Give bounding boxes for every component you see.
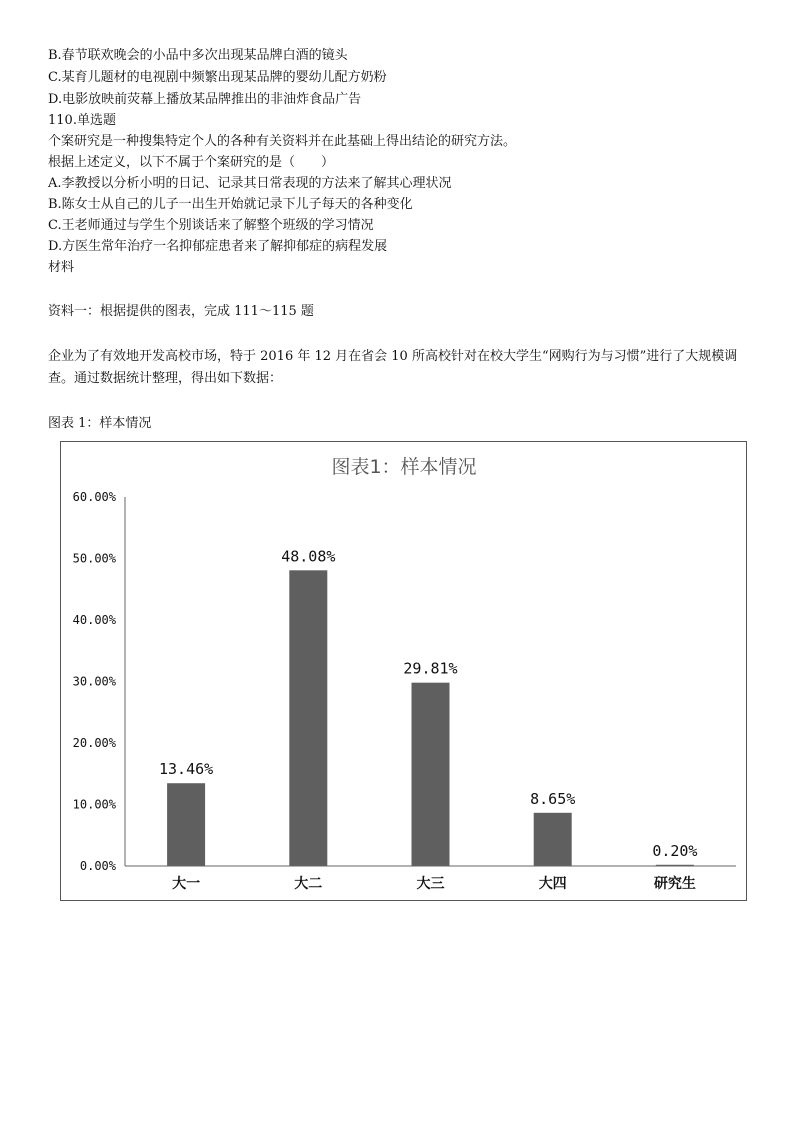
answer-option-a: A.李教授以分析小明的日记、记录其日常表现的方法来了解其心理状况 — [48, 176, 452, 191]
bar-chart-svg — [61, 442, 746, 900]
bar — [167, 783, 205, 866]
definition-text: 个案研究是一种搜集特定个人的各种有关资料并在此基础上得出结论的研究方法。 — [48, 134, 517, 149]
chart-title: 图表1：样本情况 — [331, 456, 477, 478]
option-d-line: D.电影放映前荧幕上播放某品牌推出的非油炸食品广告 — [48, 92, 362, 107]
bars-group — [167, 570, 694, 866]
bar-chart — [60, 441, 747, 901]
bar-value-label: 13.46% — [159, 760, 214, 779]
category-labels-group — [172, 875, 696, 892]
category-label: 大三 — [416, 876, 445, 892]
category-label: 大二 — [294, 876, 323, 892]
option-b-line: B.春节联欢晚会的小品中多次出现某品牌白酒的镜头 — [48, 48, 348, 63]
category-label: 大四 — [538, 876, 567, 892]
y-tick-label: 60.00% — [72, 490, 116, 504]
bar-value-label: 29.81% — [403, 659, 458, 678]
bar-value-label: 48.08% — [281, 547, 336, 566]
bar — [289, 570, 327, 866]
answer-option-b: B.陈女士从自己的儿子一出生开始就记录下儿子每天的各种变化 — [48, 197, 413, 212]
material-heading: 资料一：根据提供的图表，完成 111～115 题 — [48, 304, 314, 319]
category-label: 大一 — [172, 876, 201, 892]
bar-value-label: 0.20% — [652, 841, 698, 860]
answer-option-d: D.方医生常年治疗一名抑郁症患者来了解抑郁症的病程发展 — [48, 239, 388, 254]
bar — [534, 813, 572, 866]
question-stem: 根据上述定义，以下不属于个案研究的是（ ） — [48, 155, 335, 170]
y-tick-label: 0.00% — [79, 859, 116, 873]
option-c-line: C.某育儿题材的电视剧中频繁出现某品牌的婴幼儿配方奶粉 — [48, 70, 387, 85]
material-label: 材料 — [48, 260, 75, 275]
figure-caption: 图表 1：样本情况 — [48, 416, 152, 431]
y-tick-label: 20.00% — [72, 736, 116, 750]
bar-value-label: 8.65% — [530, 789, 576, 808]
y-tick-label: 10.00% — [72, 797, 116, 812]
bar — [412, 683, 450, 866]
y-tick-label: 50.00% — [72, 551, 116, 566]
category-label: 研究生 — [653, 876, 696, 892]
y-tick-label: 40.00% — [72, 613, 116, 627]
answer-option-c: C.王老师通过与学生个别谈话来了解整个班级的学习情况 — [48, 218, 374, 233]
y-tick-label: 30.00% — [72, 674, 116, 689]
question-number: 110.单选题 — [48, 113, 116, 128]
intro-paragraph: 企业为了有效地开发高校市场，特于 2016 年 12 月在省会 10 所高校针对在校大学生“网购行为与习惯”进行了大规模调查。通过数据统计整理，得出如下数据： — [48, 349, 738, 386]
y-axis-ticks — [73, 490, 117, 873]
